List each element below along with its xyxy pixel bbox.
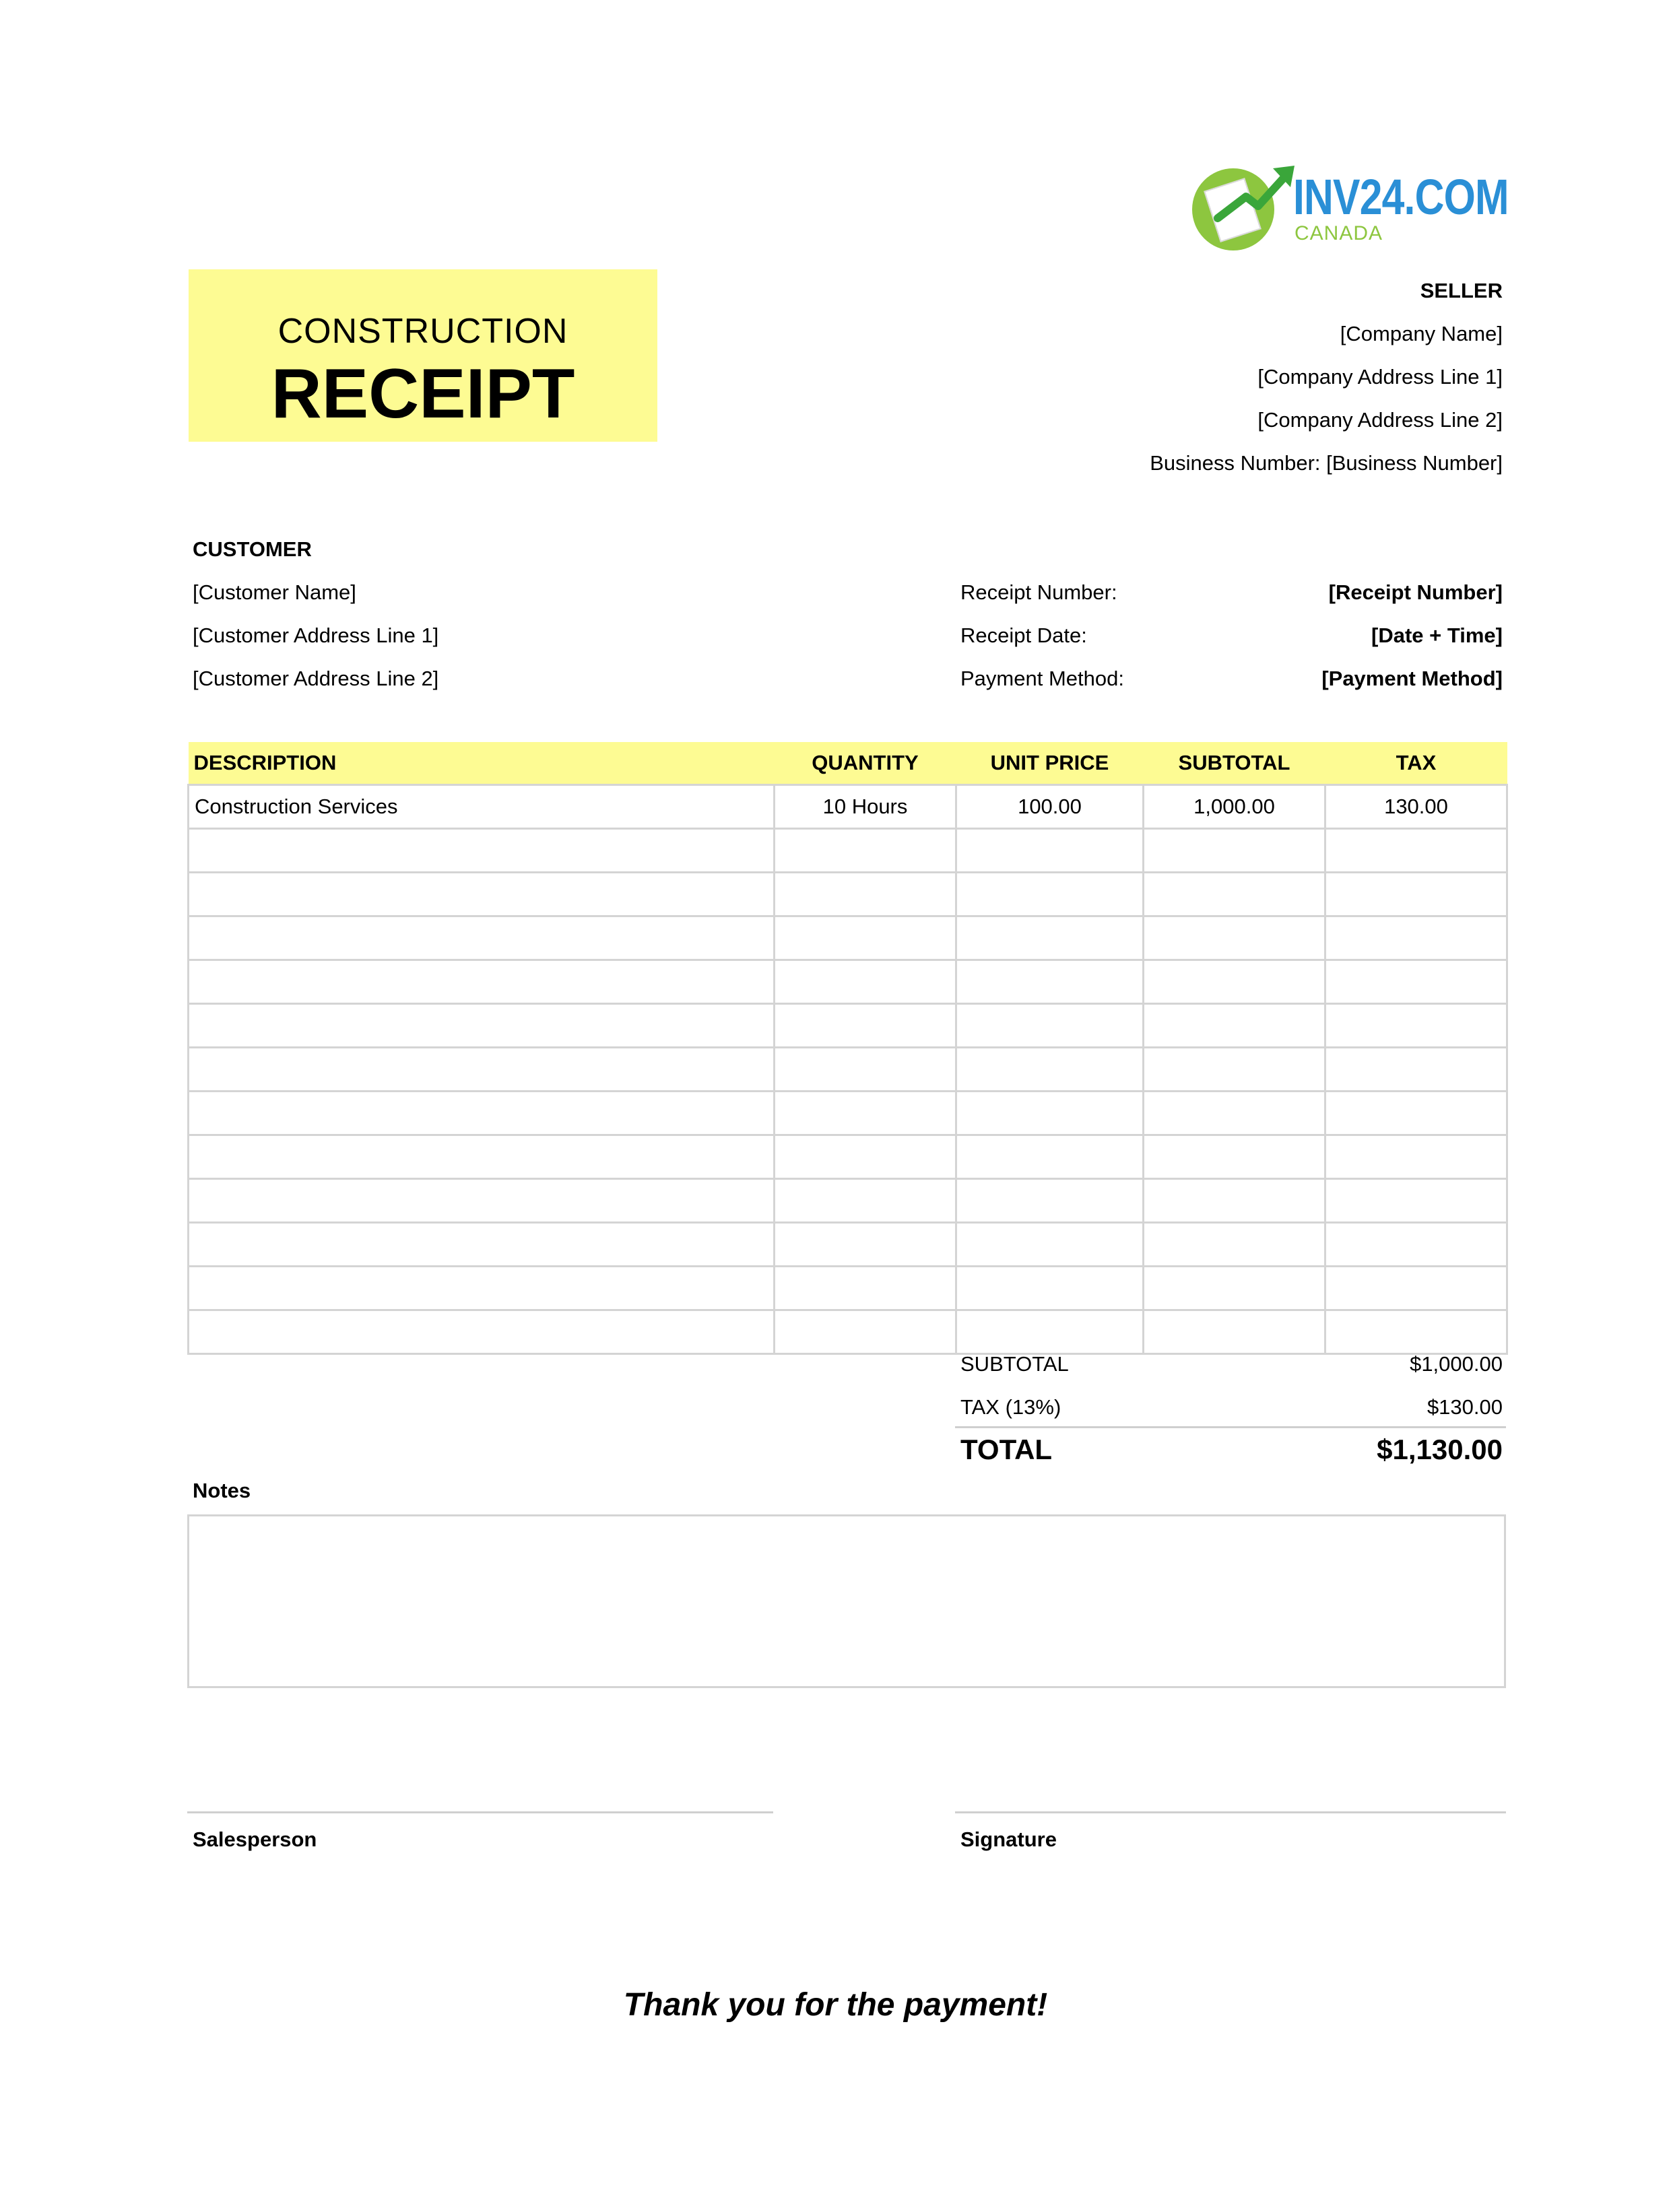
cell-subtotal[interactable]: [1144, 1267, 1325, 1310]
cell-description[interactable]: [189, 1092, 775, 1135]
cell-quantity[interactable]: [775, 1004, 956, 1048]
customer-name: [Customer Name]: [193, 580, 356, 604]
cell-description[interactable]: [189, 1179, 775, 1223]
cell-description[interactable]: [189, 960, 775, 1004]
cell-quantity[interactable]: [775, 1048, 956, 1092]
totals-subtotal-value: $1,000.00: [1410, 1352, 1503, 1376]
header-quantity: QUANTITY: [775, 742, 956, 785]
seller-address-line-1: [Company Address Line 1]: [1257, 365, 1503, 389]
logo-region-text: CANADA: [1295, 222, 1383, 244]
customer-address-line-2: [Customer Address Line 2]: [193, 667, 439, 690]
cell-quantity[interactable]: [775, 1092, 956, 1135]
table-row: [189, 873, 1507, 916]
cell-unit-price[interactable]: 100.00: [956, 785, 1144, 829]
cell-unit-price[interactable]: [956, 1092, 1144, 1135]
seller-business-number: Business Number: [Business Number]: [1150, 451, 1503, 475]
cell-unit-price[interactable]: [956, 1310, 1144, 1354]
signature-line: [955, 1811, 1506, 1813]
receipt-title-block: [189, 269, 657, 442]
customer-heading: CUSTOMER: [193, 537, 312, 561]
cell-tax[interactable]: [1325, 1135, 1507, 1179]
customer-address-line-1: [Customer Address Line 1]: [193, 624, 439, 647]
receipt-date-label: Receipt Date:: [960, 624, 1087, 647]
cell-subtotal[interactable]: 1,000.00: [1144, 785, 1325, 829]
receipt-number-label: Receipt Number:: [960, 580, 1117, 604]
table-row: [189, 1135, 1507, 1179]
cell-quantity[interactable]: [775, 1267, 956, 1310]
totals-tax-value: $130.00: [1427, 1395, 1503, 1419]
header-description: DESCRIPTION: [189, 742, 775, 785]
cell-unit-price[interactable]: [956, 829, 1144, 873]
cell-quantity[interactable]: [775, 829, 956, 873]
cell-tax[interactable]: [1325, 1267, 1507, 1310]
cell-subtotal[interactable]: [1144, 1135, 1325, 1179]
cell-description[interactable]: [189, 1267, 775, 1310]
table-row: [189, 1310, 1507, 1354]
cell-tax[interactable]: [1325, 1179, 1507, 1223]
cell-quantity[interactable]: [775, 1179, 956, 1223]
line-items-table: [187, 742, 1506, 1355]
cell-unit-price[interactable]: [956, 1179, 1144, 1223]
cell-subtotal[interactable]: [1144, 1179, 1325, 1223]
cell-description[interactable]: [189, 829, 775, 873]
table-row: [189, 1267, 1507, 1310]
notes-label: Notes: [193, 1479, 251, 1502]
cell-unit-price[interactable]: [956, 960, 1144, 1004]
salesperson-label: Salesperson: [193, 1828, 317, 1851]
header-unit-price: UNIT PRICE: [956, 742, 1144, 785]
cell-description[interactable]: [189, 1048, 775, 1092]
totals-subtotal-label: SUBTOTAL: [960, 1352, 1069, 1376]
cell-subtotal[interactable]: [1144, 916, 1325, 960]
table-row: [189, 829, 1507, 873]
table-row: [189, 785, 1507, 829]
header-tax: TAX: [1325, 742, 1507, 785]
cell-tax[interactable]: [1325, 873, 1507, 916]
cell-description[interactable]: [189, 1135, 775, 1179]
table-row: [189, 1048, 1507, 1092]
table-row: [189, 1004, 1507, 1048]
cell-subtotal[interactable]: [1144, 1310, 1325, 1354]
title-line-receipt: RECEIPT: [271, 355, 575, 433]
cell-subtotal[interactable]: [1144, 1004, 1325, 1048]
cell-unit-price[interactable]: [956, 1223, 1144, 1267]
seller-heading: SELLER: [1420, 279, 1503, 302]
cell-quantity[interactable]: [775, 1135, 956, 1179]
logo-growth-arrow-icon: [1206, 156, 1300, 230]
cell-quantity[interactable]: [775, 1310, 956, 1354]
cell-unit-price[interactable]: [956, 873, 1144, 916]
cell-description[interactable]: [189, 916, 775, 960]
cell-tax[interactable]: [1325, 829, 1507, 873]
table-row: [189, 1179, 1507, 1223]
table-row: [189, 960, 1507, 1004]
cell-tax[interactable]: [1325, 1223, 1507, 1267]
cell-tax[interactable]: [1325, 1092, 1507, 1135]
cell-unit-price[interactable]: [956, 1048, 1144, 1092]
cell-quantity[interactable]: [775, 873, 956, 916]
cell-description[interactable]: [189, 1310, 775, 1354]
cell-subtotal[interactable]: [1144, 829, 1325, 873]
table-row: [189, 1223, 1507, 1267]
cell-unit-price[interactable]: [956, 1004, 1144, 1048]
cell-unit-price[interactable]: [956, 1267, 1144, 1310]
cell-unit-price[interactable]: [956, 1135, 1144, 1179]
receipt-number-value: [Receipt Number]: [1328, 580, 1503, 604]
totals-total-label: TOTAL: [960, 1434, 1053, 1465]
totals-total-value: $1,130.00: [1377, 1434, 1503, 1465]
notes-textarea[interactable]: [187, 1514, 1506, 1688]
totals-tax-label: TAX (13%): [960, 1395, 1061, 1419]
receipt-date-value: [Date + Time]: [1371, 624, 1503, 647]
cell-quantity[interactable]: [775, 960, 956, 1004]
cell-subtotal[interactable]: [1144, 1048, 1325, 1092]
cell-description[interactable]: [189, 1223, 775, 1267]
cell-description[interactable]: Construction Services: [189, 785, 775, 829]
logo-brand-text: INV24.COM: [1293, 169, 1509, 225]
totals-divider: [955, 1426, 1506, 1428]
cell-subtotal[interactable]: [1144, 960, 1325, 1004]
cell-description[interactable]: [189, 1004, 775, 1048]
cell-tax[interactable]: [1325, 1004, 1507, 1048]
cell-tax[interactable]: 130.00: [1325, 785, 1507, 829]
title-line-construction: CONSTRUCTION: [277, 312, 568, 351]
payment-method-value: [Payment Method]: [1321, 667, 1503, 690]
payment-method-label: Payment Method:: [960, 667, 1124, 690]
cell-subtotal[interactable]: [1144, 1223, 1325, 1267]
signature-label: Signature: [960, 1828, 1057, 1851]
cell-subtotal[interactable]: [1144, 1092, 1325, 1135]
cell-tax[interactable]: [1325, 1310, 1507, 1354]
cell-tax[interactable]: [1325, 916, 1507, 960]
cell-quantity[interactable]: [775, 1223, 956, 1267]
company-logo: [1192, 156, 1509, 250]
table-row: [189, 916, 1507, 960]
cell-quantity[interactable]: 10 Hours: [775, 785, 956, 829]
cell-tax[interactable]: [1325, 1048, 1507, 1092]
seller-address-line-2: [Company Address Line 2]: [1257, 408, 1503, 432]
header-subtotal: SUBTOTAL: [1144, 742, 1325, 785]
salesperson-signature-line: [187, 1811, 773, 1813]
cell-quantity[interactable]: [775, 916, 956, 960]
thank-you-message: Thank you for the payment!: [623, 1987, 1048, 2023]
cell-tax[interactable]: [1325, 960, 1507, 1004]
table-header-row: [189, 742, 1507, 785]
cell-unit-price[interactable]: [956, 916, 1144, 960]
seller-company-name: [Company Name]: [1340, 322, 1503, 345]
cell-description[interactable]: [189, 873, 775, 916]
cell-subtotal[interactable]: [1144, 873, 1325, 916]
table-row: [189, 1092, 1507, 1135]
